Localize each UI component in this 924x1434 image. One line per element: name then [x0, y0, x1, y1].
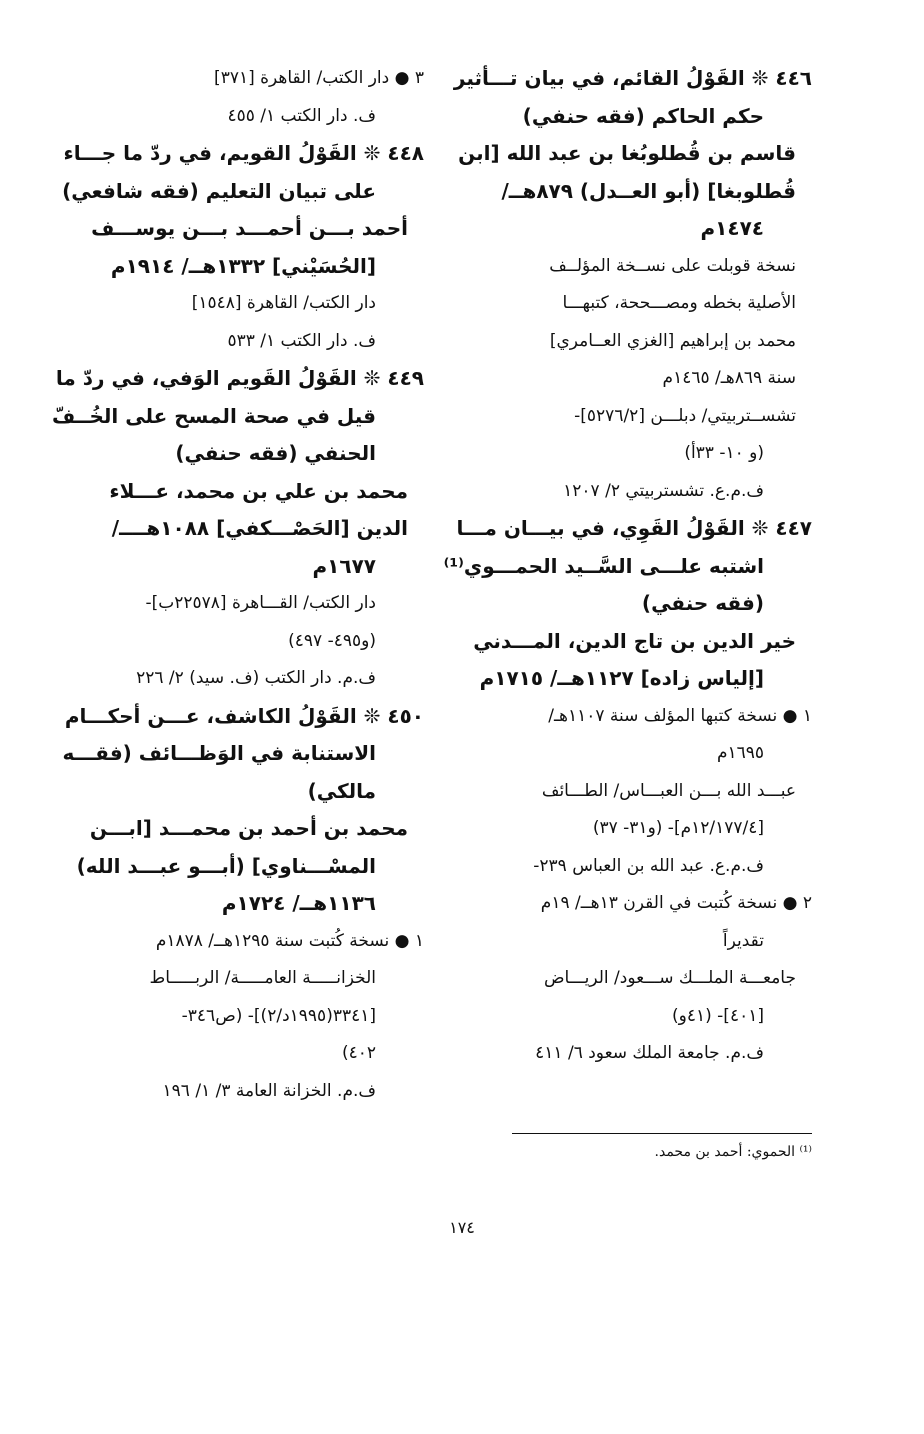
right-col-text-line: ف.م.ع. عبد الله بن العباس ٢٣٩- — [533, 855, 764, 876]
right-col-heading-line: قُطلوبغا] (أبو العــدل) ٨٧٩هــ/ — [501, 178, 796, 203]
right-column — [443, 60, 812, 1073]
left-col-heading-line: ٤٤٩ ❊ القَوْلُ القَويم الوَفي، في ردّ ما — [55, 366, 424, 390]
right-col-heading-line: قاسم بن قُطلوبُغا بن عبد الله [ابن — [458, 141, 796, 165]
left-col-heading-line: مالكي) — [307, 778, 376, 803]
left-col-text-line: ف.م. الخزانة العامة ٣/ ١/ ١٩٦ — [162, 1080, 376, 1101]
left-col-text-line: دار الكتب/ القاهرة [١٥٤٨] — [191, 293, 376, 313]
right-col-text-line: تقديراً — [722, 930, 764, 951]
left-col-heading-line: الاستنابة في الوَظـــائف (فقـــه — [62, 741, 376, 765]
left-col-heading-line: أحمد بـــن أحمـــد بـــن يوســـف — [91, 216, 408, 240]
left-col-heading-line: الدين [الحَصْـــكفي] ١٠٨٨هــــ/ — [111, 516, 408, 540]
left-col-heading-line: على تبيان التعليم (فقه شافعي) — [62, 178, 376, 203]
footnote-rule — [512, 1133, 812, 1134]
right-col-heading-line: خير الدين بن تاج الدين، المـــدني — [473, 628, 796, 653]
right-col-heading-line: ١٤٧٤م — [700, 216, 764, 240]
left-col-text-line: ف. دار الكتب ١/ ٥٣٣ — [227, 330, 376, 351]
right-col-heading-line: [إلياس زاده] ١١٢٧هــ/ ١٧١٥م — [479, 666, 764, 690]
right-col-text-line: عبـــد الله بـــن العبـــاس/ الطـــائف — [541, 780, 796, 801]
right-col-heading-line: اشتبه علـــى السَّــيد الحمـــوي⁽¹⁾ — [443, 553, 764, 578]
left-col-heading-line: محمد بن علي بن محمد، عـــلاء — [109, 478, 408, 503]
right-col-text-line: الأصلية بخطه ومصـــححة، كتبهـــا — [562, 293, 796, 313]
left-col-heading-line: ١٦٧٧م — [312, 553, 376, 578]
left-column — [52, 60, 424, 1110]
right-col-text-line: محمد بن إبراهيم [الغزي العــامري] — [549, 330, 796, 351]
footnote: ⁽¹⁾ الحموي: أحمد بن محمد. — [654, 1144, 812, 1160]
right-col-text-line: [١٢/١٧٧/٤م]- (و٣١- ٣٧) — [592, 818, 764, 838]
right-col-text-line: نسخة قوبلت على نســخة المؤلــف — [549, 255, 796, 276]
right-col-heading-line: ٤٤٧ ❊ القَوْلُ القَوِي، في بيـــان مـــا — [456, 516, 812, 540]
left-col-heading-line: ١١٣٦هــ/ ١٧٢٤م — [221, 891, 376, 915]
left-col-heading-line: الحنفي (فقه حنفي) — [175, 441, 376, 465]
right-col-text-line: ١ ● نسخة كتبها المؤلف سنة ١١٠٧هـ/ — [548, 705, 812, 726]
right-col-heading-line: ٤٤٦ ❊ القَوْلُ القائم، في بيان تـــأثير — [453, 66, 812, 90]
left-col-heading-line: قيل في صحة المسح على الخُــفّ — [52, 403, 376, 428]
right-col-text-line: ٢ ● نسخة كُتبت في القرن ١٣هــ/ ١٩م — [540, 893, 812, 913]
left-col-text-line: (و٤٩٥- ٤٩٧) — [288, 630, 376, 651]
right-col-text-line: ف.م.ع. تشستربيتي ٢/ ١٢٠٧ — [563, 480, 764, 501]
left-col-heading-line: المسْـــناوي] (أبـــو عبـــد الله) — [76, 853, 376, 878]
left-col-text-line: [٣٣٤١(١٩٩٥د/٢)]- (ص٣٤٦- — [181, 1005, 376, 1026]
left-col-text-line: الخزانـــــة العامـــــة/ الربـــــاط — [149, 968, 376, 988]
right-col-text-line: تشســتربيتي/ دبلـــن [٥٢٧٦/٢]- — [574, 405, 796, 426]
right-col-text-line: [٤٠١]- (٤١و) — [672, 1005, 764, 1026]
left-col-heading-line: محمد بن أحمد بن محمـــد [ابـــن — [89, 816, 408, 840]
page-number: ١٧٤ — [449, 1218, 475, 1237]
left-col-text-line: ١ ● نسخة كُتبت سنة ١٢٩٥هــ/ ١٨٧٨م — [155, 930, 424, 951]
left-col-text-line: ف. دار الكتب ١/ ٤٥٥ — [227, 105, 376, 126]
left-col-heading-line: [الحُسَيْني] ١٣٣٢هــ/ ١٩١٤م — [110, 253, 376, 278]
right-col-text-line: ١٦٩٥م — [716, 743, 764, 763]
left-col-heading-line: ٤٤٨ ❊ القَوْلُ القويم، في ردّ ما جـــاء — [63, 141, 424, 165]
left-col-heading-line: ٤٥٠ ❊ القَوْلُ الكاشف، عـــن أحكـــام — [64, 703, 424, 728]
right-col-text-line: ف.م. جامعة الملك سعود ٦/ ٤١١ — [535, 1043, 764, 1063]
left-col-text-line: ف.م. دار الكتب (ف. سيد) ٢/ ٢٢٦ — [136, 668, 376, 688]
left-col-text-line: دار الكتب/ القـــاهرة [٢٢٥٧٨ب]- — [145, 593, 376, 613]
right-col-text-line: سنة ٨٦٩هـ/ ١٤٦٥م — [662, 368, 796, 388]
right-col-text-line: (و ١٠- ٣٣أ) — [684, 443, 764, 463]
left-col-text-line: ٣ ● دار الكتب/ القاهرة [٣٧١] — [214, 68, 424, 88]
left-col-text-line: ٤٠٢) — [341, 1043, 376, 1063]
right-col-heading-line: (فقه حنفي) — [641, 591, 764, 615]
right-col-text-line: جامعـــة الملـــك ســـعود/ الريـــاض — [543, 968, 796, 988]
right-col-heading-line: حكم الحاكم (فقه حنفي) — [522, 103, 764, 128]
